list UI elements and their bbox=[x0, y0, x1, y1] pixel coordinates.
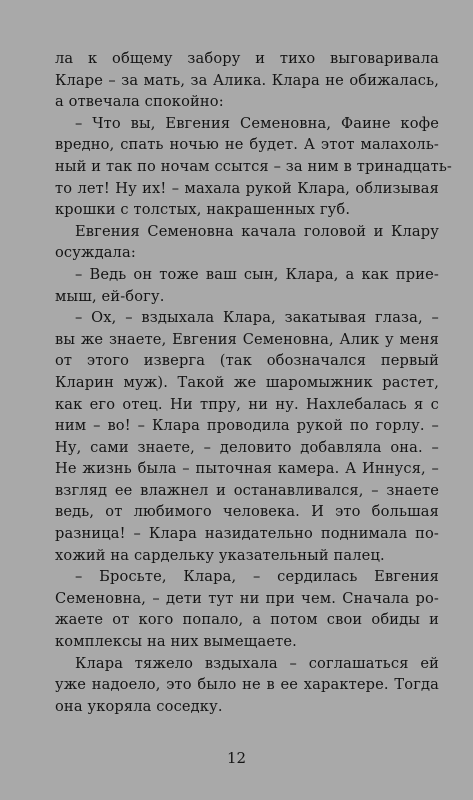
text-line: вредно, спать ночью не будет. А этот малахоль- bbox=[55, 136, 439, 154]
text-line: Кларе – за мать, за Алика. Клара не обижалась, bbox=[55, 71, 439, 89]
text-line: осуждала: bbox=[55, 244, 136, 262]
text-line: Ну, сами знаете, – деловито добавляла она. – bbox=[55, 438, 439, 456]
text-line: вы же знаете, Евгения Семеновна, Алик у меня bbox=[55, 330, 439, 348]
text-line: как его отец. Ни тпру, ни ну. Нахлебалась я с bbox=[55, 395, 439, 413]
text-line: Кларин муж). Такой же шаромыжник растет, bbox=[55, 373, 439, 391]
text-line: хожий на сардельку указательный палец. bbox=[55, 546, 385, 564]
text-line: разница! – Клара назидательно поднимала по- bbox=[55, 525, 439, 543]
text-line: – Ох, – вздыхала Клара, закатывая глаза, – bbox=[75, 309, 439, 327]
text-line: взгляд ее влажнел и останавливался, – знаете bbox=[55, 481, 439, 499]
text-line: то лет! Ну их! – махала рукой Клара, облизывая bbox=[55, 179, 439, 197]
text-line: Не жизнь была – пыточная камера. А Иннуся, – bbox=[55, 460, 439, 478]
text-line: жаете от кого попало, а потом свои обиды и bbox=[55, 611, 439, 629]
text-line: а отвечала спокойно: bbox=[55, 93, 224, 111]
text-line: – Ведь он тоже ваш сын, Клара, а как прие- bbox=[75, 265, 439, 283]
text-line: уже надоело, это было не в ее характере. Тогда bbox=[55, 676, 439, 694]
body-text bbox=[55, 48, 452, 717]
text-line: ла к общему забору и тихо выговаривала bbox=[55, 50, 439, 67]
text-line: мыш, ей-богу. bbox=[55, 287, 165, 305]
text-line: Евгения Семеновна качала головой и Клару bbox=[75, 222, 439, 240]
text-line: ведь, от любимого человека. И это большая bbox=[55, 503, 439, 521]
text-line: Клара тяжело вздыхала – соглашаться ей bbox=[75, 654, 439, 672]
text-line: от этого изверга (так обозначался первый bbox=[55, 352, 439, 370]
text-line: Семеновна, – дети тут ни при чем. Сначала ро- bbox=[55, 589, 439, 607]
text-line: ним – во! – Клара проводила рукой по горлу. – bbox=[55, 417, 439, 435]
text-line: – Что вы, Евгения Семеновна, Фаине кофе bbox=[75, 114, 439, 132]
text-line: комплексы на них вымещаете. bbox=[55, 633, 297, 651]
text-line: она укоряла соседку. bbox=[55, 697, 223, 715]
page-number: 12 bbox=[226, 749, 247, 767]
text-line: крошки с толстых, накрашенных губ. bbox=[55, 201, 351, 219]
text-line: – Бросьте, Клара, – сердилась Евгения bbox=[75, 568, 439, 586]
text-line: ный и так по ночам ссытся – за ним в тринадцать- bbox=[55, 157, 452, 175]
